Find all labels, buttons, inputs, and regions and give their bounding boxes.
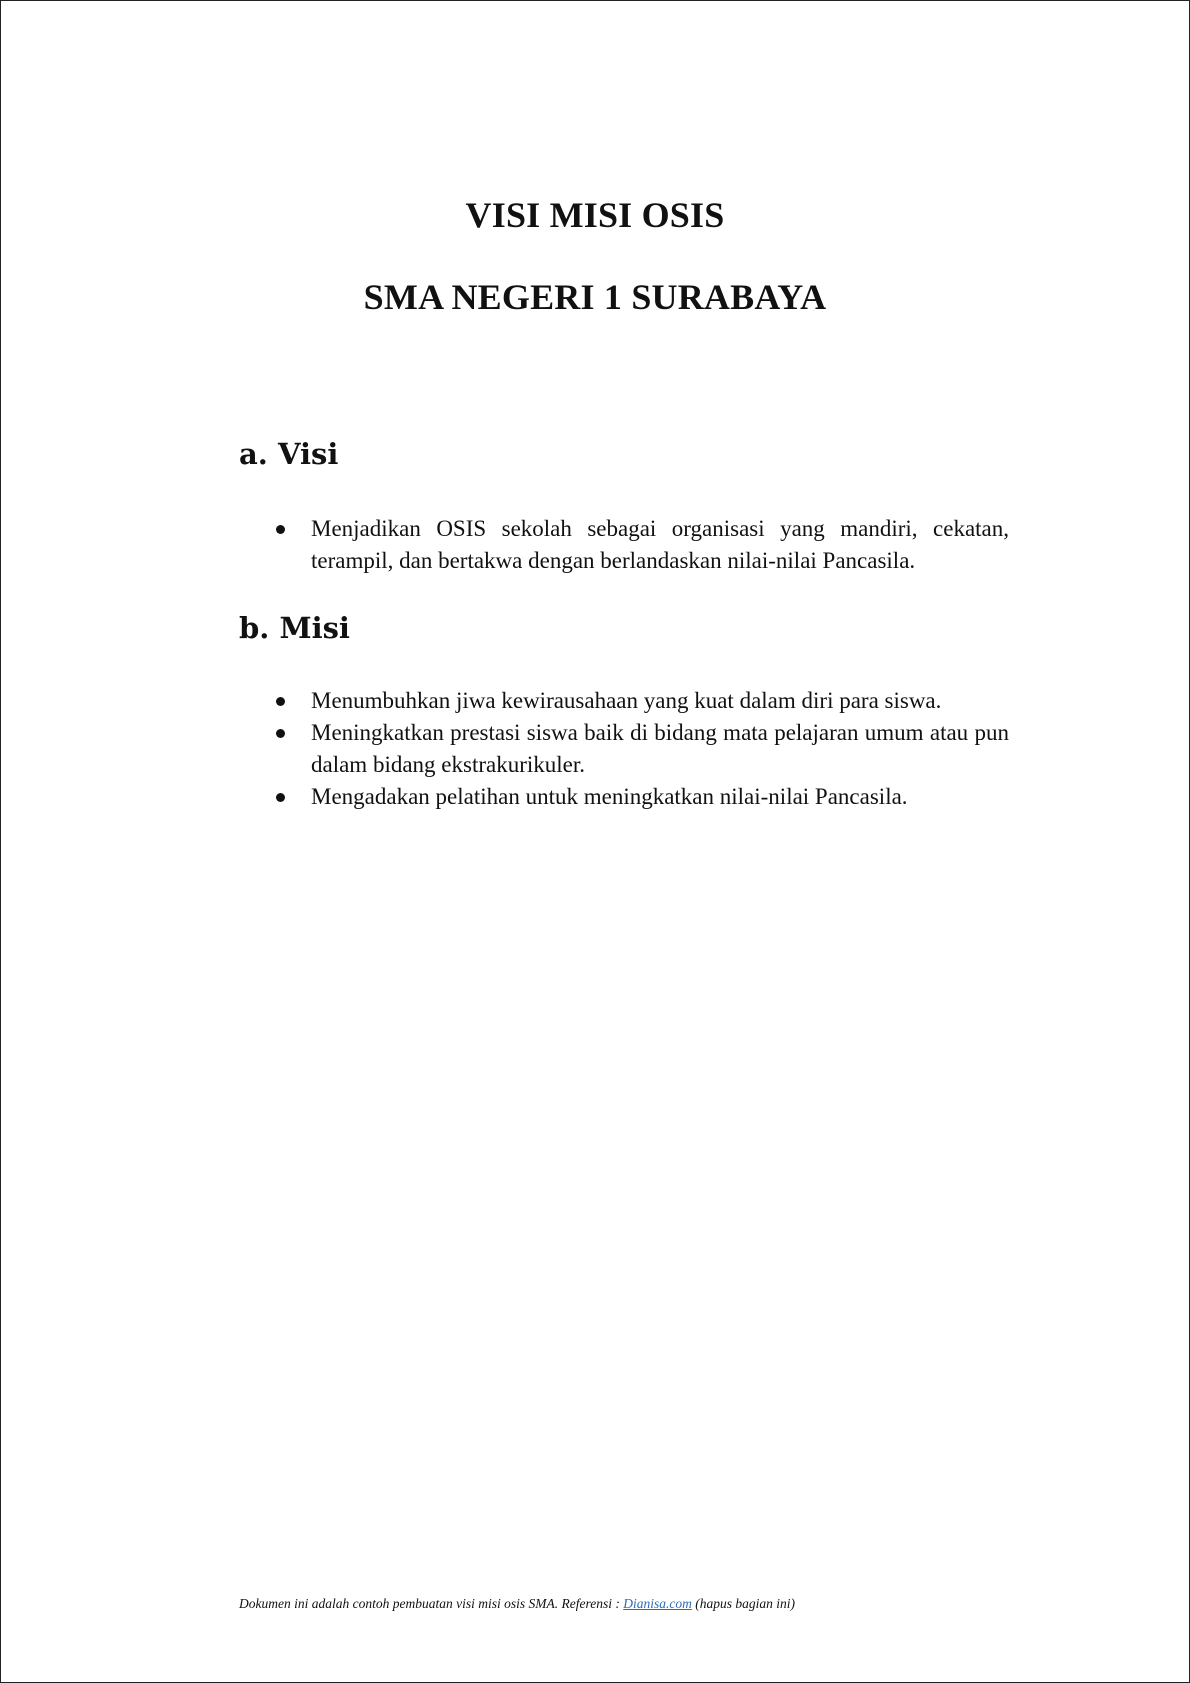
list-item (239, 513, 1009, 577)
list-item (239, 717, 1009, 781)
footer-text-suffix: (hapus bagian ini) (691, 1596, 795, 1611)
bullet-icon (276, 793, 285, 802)
bullet-icon (276, 525, 285, 534)
list-item (239, 685, 1009, 717)
visi-item-text: Menjadikan OSIS sekolah sebagai organisasi yang mandiri, cekatan, terampil, dan bertakwa dengan berlandaskan nilai-nilai Pancasila. (311, 516, 1009, 573)
footer-text: Dokumen ini adalah contoh pembuatan visi misi osis SMA. Referensi : (239, 1596, 624, 1611)
footer-note (239, 1596, 795, 1612)
misi-item-text: Menumbuhkan jiwa kewirausahaan yang kuat dalam diri para siswa. (311, 688, 942, 713)
misi-heading: b. Misi (239, 611, 350, 645)
list-item (239, 781, 1009, 813)
visi-heading: a. Visi (239, 437, 339, 471)
misi-item-text: Mengadakan pelatihan untuk meningkatkan nilai-nilai Pancasila. (311, 784, 908, 809)
document-title: VISI MISI OSIS (465, 195, 725, 235)
visi-list (239, 513, 1009, 577)
misi-list (239, 685, 1009, 813)
document-subtitle: SMA NEGERI 1 SURABAYA (363, 277, 827, 317)
bullet-icon (276, 697, 285, 706)
bullet-icon (276, 729, 285, 738)
misi-item-text: Meningkatkan prestasi siswa baik di bidang mata pelajaran umum atau pun dalam bidang ekstrakurikuler. (311, 720, 1009, 777)
reference-link[interactable]: Dianisa.com (623, 1596, 692, 1611)
